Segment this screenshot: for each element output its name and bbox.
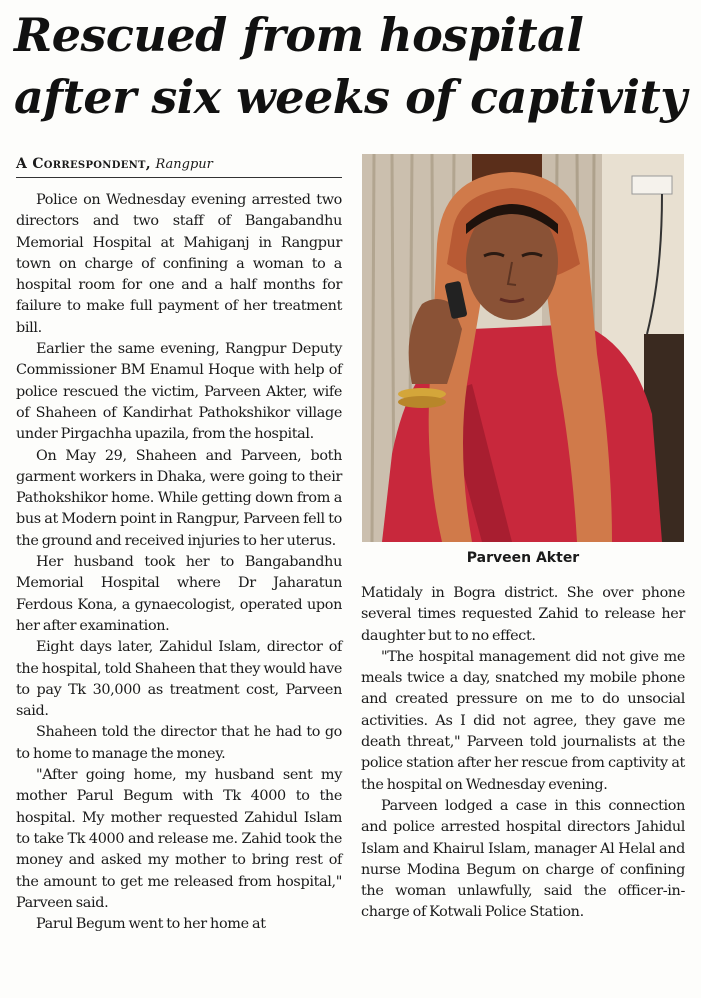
paragraph: Eight days later, Zahidul Islam, director of the hospital, told Shaheen that they would have to pay Tk 30,000 as treatment cost, Parveen said. (16, 639, 343, 720)
article-column-1 (16, 190, 342, 935)
photo-caption: Parveen Akter (466, 550, 580, 566)
paragraph: On May 29, Shaheen and Parveen, both garment workers in Dhaka, were going to their Pathokshikor home. While getting down from a bus at Modern point in Rangpur, Parveen fell to the ground and received injuries to her uterus. (16, 447, 342, 549)
paragraph: Her husband took her to Bangabandhu Memorial Hospital where Dr Jaharatun Ferdous Kona, a gynaecologist, operated upon her after examination. (16, 554, 342, 634)
byline-location: Rangpur (155, 157, 213, 172)
woman-on-phone-photo (362, 154, 684, 542)
paragraph: "After going home, my husband sent my mother Parul Begum with Tk 4000 to the hospital. My mother requested Zahidul Islam to take Tk 4000 and release me. Zahid took the money and asked my mother to bring rest of the amount to get me released from hospital," Parveen said. (16, 767, 342, 911)
paragraph: Parul Begum went to her home at (36, 916, 266, 933)
article-column-2 (361, 583, 685, 924)
headline: Rescued from hospital after six weeks of captivity (14, 8, 687, 124)
byline (16, 154, 342, 178)
paragraph: "The hospital management did not give me meals twice a day, snatched my mobile phone and created pressure on me to do unsocial activities. As I did not agree, they gave me death threat," Parveen told journalists at the police station after her rescue from captivity at the hospital on Wednesday evening. (361, 648, 685, 793)
paragraph: Parveen lodged a case in this connection and police arrested hospital directors Jahidul Islam and Khairul Islam, manager Al Helal and nurse Modina Begum on charge of confining the woman unlawfully, said the officer-in-charge of Kotwali Police Station. (361, 797, 685, 921)
paragraph: Matidaly in Bogra district. She over phone several times requested Zahid to release her daughter but to no effect. (361, 585, 685, 644)
byline-author: A Correspondent, (16, 156, 151, 172)
paragraph: Police on Wednesday evening arrested two directors and two staff of Bangabandhu Memorial Hospital at Mahiganj in Rangpur town on charge of confining a woman to a hospital room for one and a half months for failure to make full payment of her treatment bill. (16, 192, 342, 336)
paragraph: Shaheen told the director that he had to go to home to manage the money. (16, 724, 342, 762)
page-bottom-margin (0, 984, 701, 998)
paragraph: Earlier the same evening, Rangpur Deputy Commissioner BM Enamul Hoque with help of police rescued the victim, Parveen Akter, wife of Shaheen of Kandirhat Pathokshikor village under Pirgachha upazila, from the hospital. (16, 341, 342, 443)
